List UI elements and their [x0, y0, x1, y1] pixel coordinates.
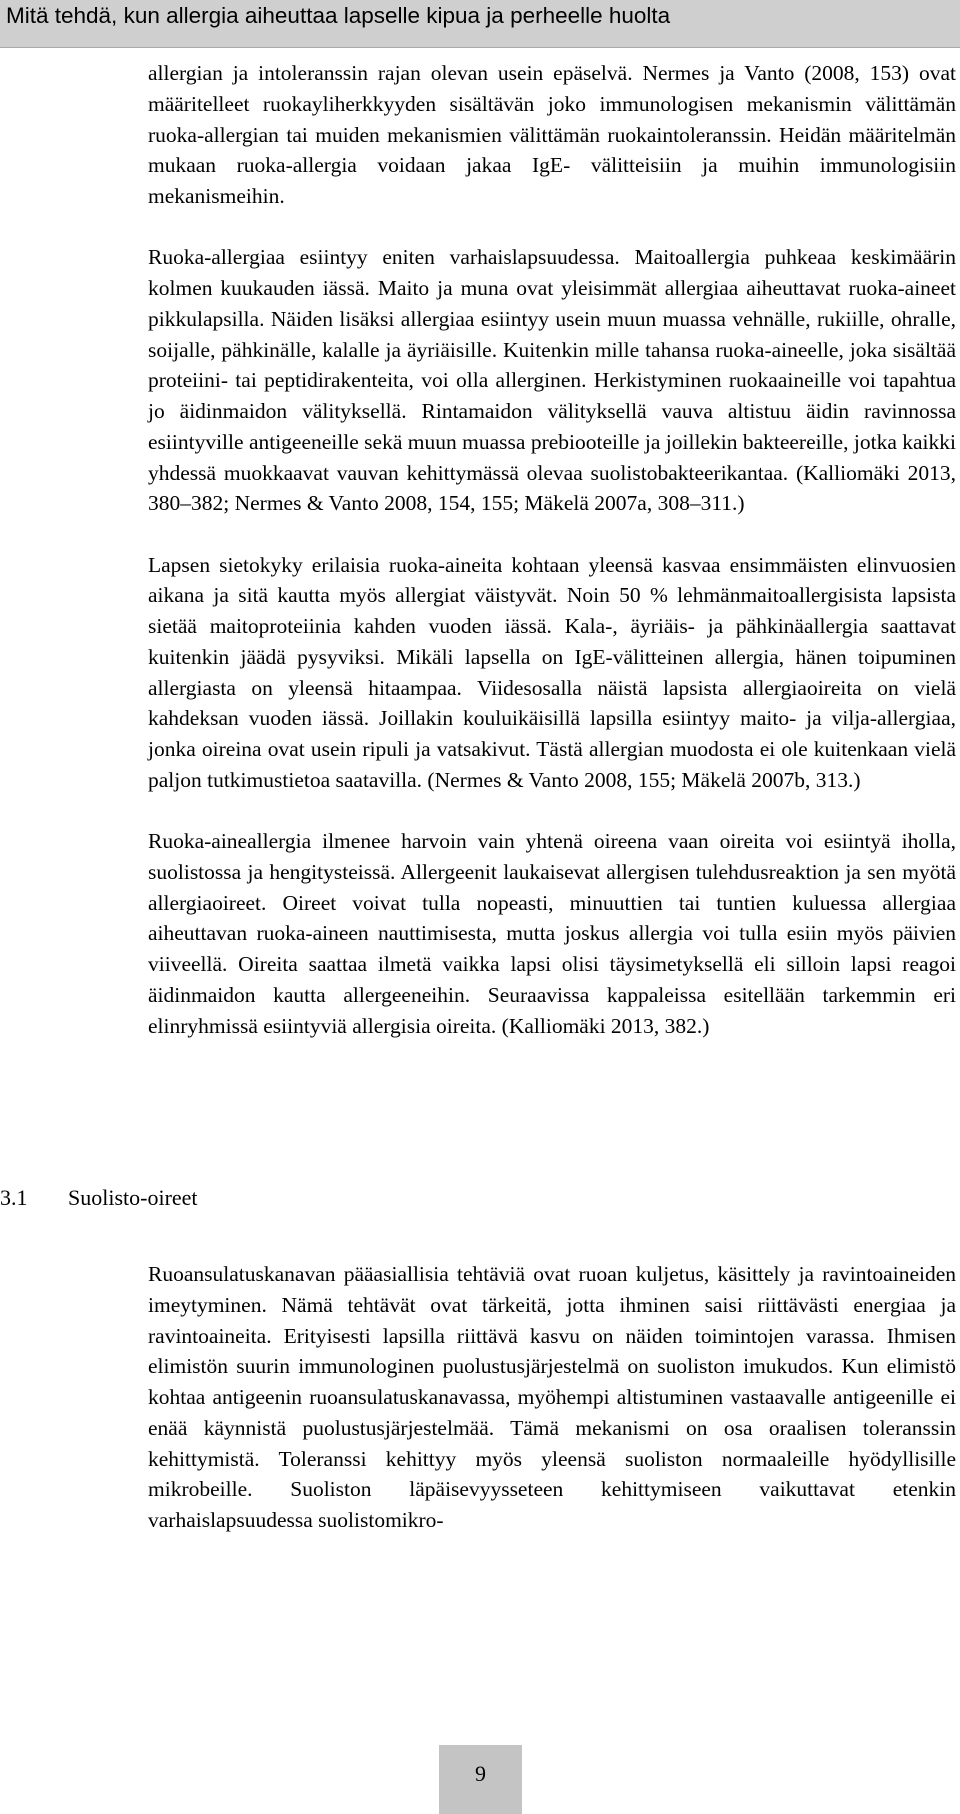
- paragraph-food-allergy-childhood: Ruoka-allergiaa esiintyy eniten varhaislapsuudessa. Maitoallergia puhkeaa keskimäärin kolmen kuukauden iässä. Maito ja muna ovat yleisimmät allergiaa aiheuttavat ruoka-aineet pikkulapsilla. Näiden lisäksi allergiaa esiintyy usein muun muassa vehnälle, rukiille, ohralle, soijalle, pähkinälle, kalalle ja äyriäisille. Kuitenkin mille tahansa ruoka-aineelle, joka sisältää proteiini- tai peptidirakenteita, voi olla allerginen. Herkistyminen ruokaaineille voi tapahtua jo äidinmaidon välityksellä. Rintamaidon välityksellä vauva altistuu äidin ravinnossa esiintyville antigeeneille sekä muun muassa prebiooteille ja joillekin bakteereille, jotka kaikki yhdessä muokkaavat vauvan kehittymässä olevaa suolistobakteerikantaa. (Kalliomäki 2013, 380–382; Nermes & Vanto 2008, 154, 155; Mäkelä 2007a, 308–311.): [148, 245, 956, 516]
- section-title: Suolisto-oireet: [68, 1185, 198, 1210]
- document-title: Mitä tehdä, kun allergia aiheuttaa lapselle kipua ja perheelle huolta: [6, 3, 671, 28]
- page-number-box: [439, 1745, 522, 1814]
- paragraph-tolerance-development: Lapsen sietokyky erilaisia ruoka-aineita kohtaan yleensä kasvaa ensimmäisten elinvuosien aikana ja sitä kautta myös allergiat väistyvät. Noin 50 % lehmänmaitoallergisista lapsista sietää maitoproteiinia kahden vuoden iässä. Kala-, äyriäis- ja pähkinäallergia saattavat kuitenkin jäädä pysyviksi. Mikäli lapsella on IgE-välitteinen allergia, hänen toipuminen allergiasta on yleensä hitaampaa. Viidesosalla näistä lapsista allergiaoireita on vielä kahdeksan vuoden iässä. Joillakin kouluikäisillä lapsilla esiintyy maito- ja vilja-allergiaa, jonka oireina ovat usein ripuli ja vatsakivut. Tästä allergian muodosta ei ole kuitenkaan vielä paljon tutkimustietoa saatavilla. (Nermes & Vanto 2008, 155; Mäkelä 2007b, 313.): [148, 552, 956, 792]
- paragraph-digestive-tract: Ruoansulatuskanavan pääasiallisia tehtäviä ovat ruoan kuljetus, käsittely ja ravintoaineiden imeytyminen. Nämä tehtävät ovat tärkeitä, jotta ihminen saisi riittävästi energiaa ja ravintoaineita. Erityisesti lapsilla riittävä kasvu on näiden toimintojen varassa. Ihmisen elimistön suurin immunologinen puolustusjärjestelmä on suoliston imukudos. Kun elimistö kohtaa antigeenin ruoansulatuskanavassa, myöhempi altistuminen vastaavalle antigeenille ei enää käynnistä puolustusjärjestelmää. Tämä mekanismi on osa oraalisen toleranssin kehittymistä. Toleranssi kehittyy myös yleensä suoliston normaaleille hyödyllisille mikrobeille. Suoliston läpäisevyysseteen kehittymiseen vaikuttavat etenkin varhaislapsuudessa suolistomikro-: [148, 1262, 956, 1532]
- body-text-upper: [148, 58, 956, 1072]
- page-number: 9: [475, 1761, 486, 1786]
- paragraph-allergy-symptoms: Ruoka-aineallergia ilmenee harvoin vain yhtenä oireena vaan oireita voi esiintyä iholla, suolistossa ja hengitysteissä. Allergeenit laukaisevat allergisen tulehdusreaktion ja sen myötä allergiaoireet. Oireet voivat tulla nopeasti, minuuttien tai tuntien kuluessa allergiaa aiheuttavan ruoka-aineen nauttimisesta, mutta joskus allergia voi tulla esiin myös päivien viiveellä. Oireita saattaa ilmetä vaikka lapsi olisi täysimetyksellä eli silloin lapsi reagoi äidinmaidon kautta allergeeneihin. Seuraavissa kappaleissa esitellään tarkemmin eri elinryhmissä esiintyviä allergisia oireita. (Kalliomäki 2013, 382.): [148, 829, 956, 1038]
- paragraph-allergy-definition: allergian ja intoleranssin rajan olevan usein epäselvä. Nermes ja Vanto (2008, 153) ovat määritelleet ruokayliherkkyyden sisältävän joko immunologisen mekanismin välittämän ruoka-allergian tai muiden mekanismien välittämän ruokaintoleranssin. Heidän määritelmän mukaan ruoka-allergia voidaan jakaa IgE- välitteisiin ja muihin immunologisiin mekanismeihin.: [148, 61, 956, 208]
- running-header: [0, 0, 960, 48]
- section-number: 3.1: [0, 1185, 28, 1210]
- section-heading: [0, 1183, 400, 1213]
- body-text-section: [148, 1259, 956, 1566]
